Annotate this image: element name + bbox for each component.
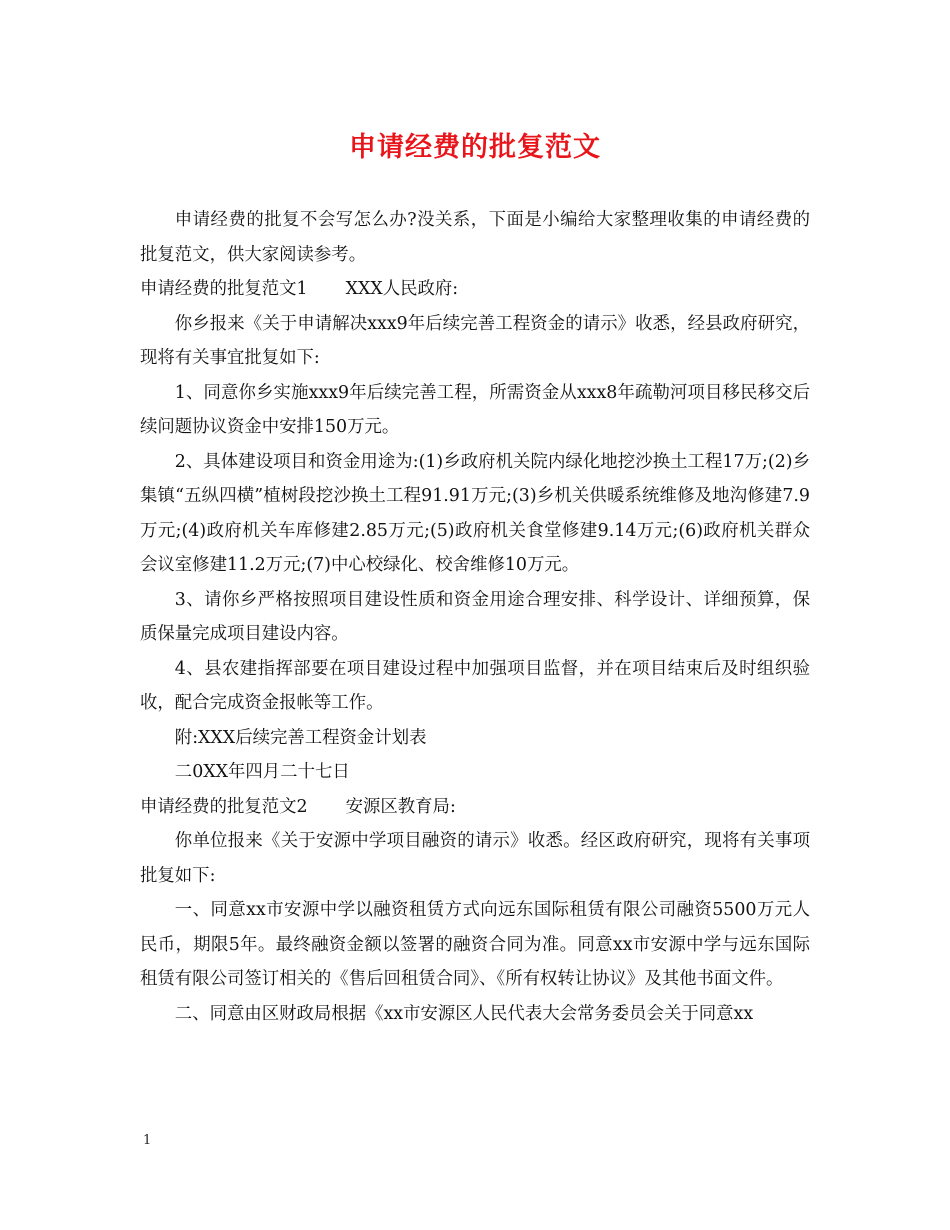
section-2-paragraph-3: 二、同意由区财政局根据《xx市安源区人民代表大会常务委员会关于同意xx xyxy=(174,1003,754,1024)
section-2-paragraph-1: 你单位报来《关于安源中学项目融资的请示》收悉。经区政府研究，现将有关事项批复如下: xyxy=(140,831,810,886)
section-1-date: 二0XX年四月二十七日 xyxy=(174,762,350,782)
section-1-heading: 申请经费的批复范文1 xyxy=(140,279,308,299)
section-1-heading-line xyxy=(140,272,810,307)
page-number: 1 xyxy=(143,1133,152,1148)
document-body xyxy=(140,203,810,1031)
intro-paragraph: 申请经费的批复不会写怎么办?没关系，下面是小编给大家整理收集的申请经费的批复范文，供大家阅读参考。 xyxy=(140,210,810,265)
section-1-paragraph-3: 2、具体建设项目和资金用途为:(1)乡政府机关院内绿化地挖沙换土工程17万;(2)乡集镇“五纵四横”植树段挖沙换土工程91.91万元;(3)乡机关供暖系统维修及地沟修建7.9万元;(4)政府机关车库修建2.85万元;(5)政府机关食堂修建9.14万元;(6)政府机关群众会议室修建11.2万元;(7)中心校绿化、校舍维修10万元。 xyxy=(140,451,810,575)
section-1-paragraph-4: 3、请你乡严格按照项目建设性质和资金用途合理安排、科学设计、详细预算，保质保量完成项目建设内容。 xyxy=(140,589,810,644)
section-1-addressee: XXX人民政府: xyxy=(345,279,459,299)
document-title: 申请经费的批复范文 xyxy=(349,132,601,163)
section-2-heading-line xyxy=(140,790,810,825)
section-1-paragraph-1: 你乡报来《关于申请解决xxx9年后续完善工程资金的请示》收悉，经县政府研究，现将有关事宜批复如下: xyxy=(140,313,810,368)
section-2-addressee: 安源区教育局: xyxy=(345,796,456,817)
section-2-paragraph-2: 一、同意xx市安源中学以融资租赁方式向远东国际租赁有限公司融资5500万元人民币，期限5年。最终融资金额以签署的融资合同为准。同意xx市安源中学与远东国际租赁有限公司签订相关的《售后回租赁合同》、《所有权转让协议》及其他书面文件。 xyxy=(140,900,810,989)
section-2-heading: 申请经费的批复范文2 xyxy=(140,796,308,817)
section-1-attachment: 附:XXX后续完善工程资金计划表 xyxy=(174,727,427,748)
section-1-paragraph-2: 1、同意你乡实施xxx9年后续完善工程，所需资金从xxx8年疏勒河项目移民移交后续问题协议资金中安排150万元。 xyxy=(140,382,810,437)
section-1-paragraph-5: 4、县农建指挥部要在项目建设过程中加强项目监督，并在项目结束后及时组织验收，配合完成资金报帐等工作。 xyxy=(140,658,810,713)
